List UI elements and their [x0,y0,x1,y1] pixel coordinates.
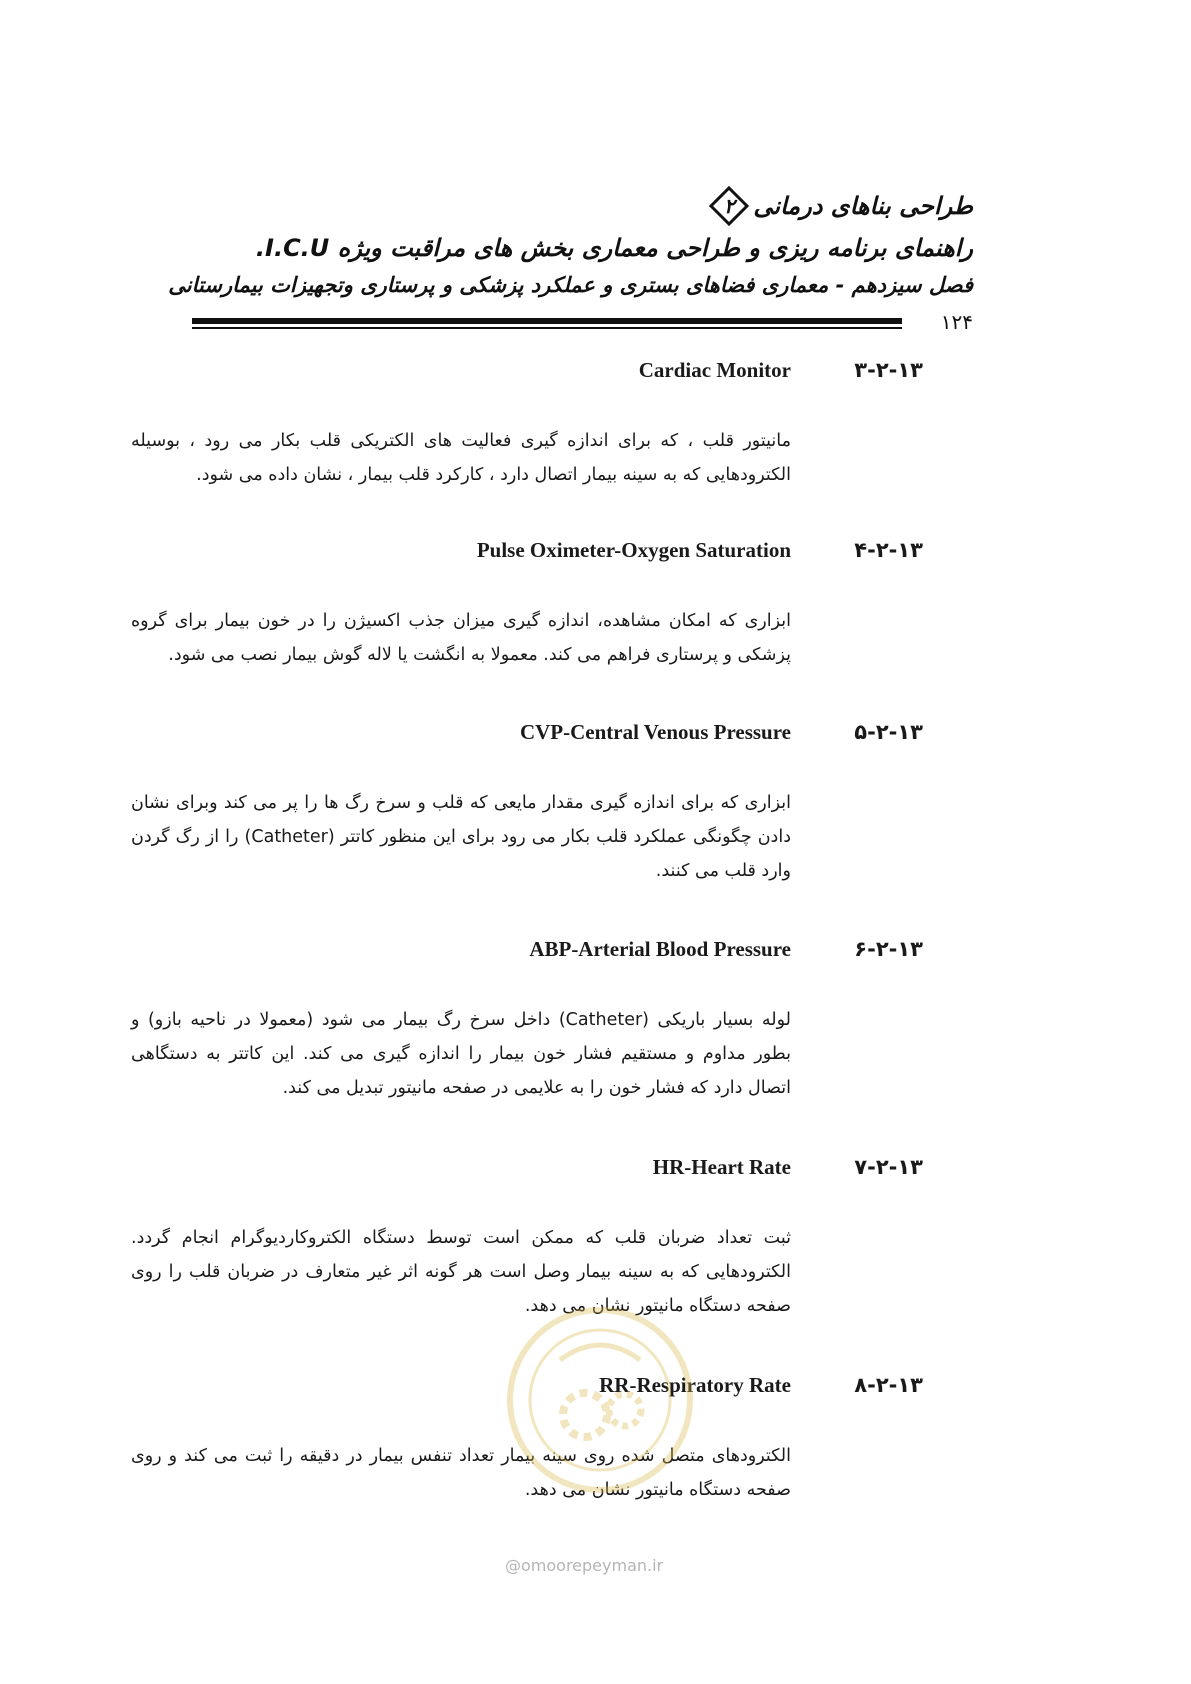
section-number: ۴-۲-۱۳ [854,538,923,562]
section-title: Cardiac Monitor [638,358,791,382]
section-body: ابزاری که امکان مشاهده، اندازه گیری میزان جذب اکسیژن را در خون بیمار برای گروه پزشکی و پرستاری فراهم می کند. معمولا به انگشت یا لاله گوش بیمار نصب می شود. [131,611,791,665]
page-number: ۱۲۴ [940,310,973,334]
chapter-title: فصل سیزدهم - معماری فضاهای بستری و عملکرد پزشکی و پرستاری وتجهیزات بیمارستانی [168,273,973,297]
section-title: ABP-Arterial Blood Pressure [529,937,791,961]
section-title: Pulse Oximeter-Oxygen Saturation [476,538,791,562]
section-title: RR-Respiratory Rate [599,1373,791,1397]
volume-number: ۲ [723,194,735,218]
section-number: ۵-۲-۱۳ [854,720,923,744]
section-title: CVP-Central Venous Pressure [519,720,791,744]
section-body: لوله بسیار باریکی (Catheter) داخل سرخ رگ بیمار می شود (معمولا در ناحیه بازو) و بطور مداوم و مستقیم فشار خون بیمار را اندازه گیری می کند. این کاتتر به دستگاهی اتصال دارد که فشار خون را به علایمی در صفحه مانیتور تبدیل می کند. [131,1010,791,1098]
section-body: مانیتور قلب ، که برای اندازه گیری فعالیت های الکتریکی قلب بکار می رود ، بوسیله الکترودهایی که به سینه بیمار اتصال دارد ، کارکرد قلب بیمار ، نشان داده می شود. [131,431,791,485]
header-rule-thick [192,318,902,324]
book-series-label: طراحی بناهای درمانی [753,192,973,220]
section-body: ابزاری که برای اندازه گیری مقدار مایعی که قلب و سرخ رگ ها را پر می کند وبرای نشان دادن چگونگی عملکرد قلب بکار می رود برای این منظور کاتتر (Catheter) را از رگ گردن وارد قلب می کنند. [131,793,791,881]
watermark-url: @omoorepeyman.ir [505,1556,664,1575]
book-subtitle: راهنمای برنامه ریزی و طراحی معماری بخش های مراقبت ویژه I.C.U. [255,234,973,262]
section-number: ۳-۲-۱۳ [854,358,923,382]
section-title: HR-Heart Rate [652,1155,791,1179]
book-series-title [193,186,973,226]
volume-badge [709,186,749,226]
section-number: ۷-۲-۱۳ [854,1155,923,1179]
section-body: ثبت تعداد ضربان قلب که ممکن است توسط دستگاه الکتروکاردیوگرام انجام گردد. الکترودهایی که به سینه بیمار وصل است هر گونه اثر غیر متعارف در ضربان قلب را روی صفحه دستگاه مانیتور نشان می دهد. [131,1228,791,1316]
section-number: ۸-۲-۱۳ [854,1373,923,1397]
page-header [168,186,973,300]
publisher-seal-icon [500,1300,700,1500]
section-number: ۶-۲-۱۳ [854,937,923,961]
header-rule-thin [192,327,902,329]
section-body: الکترودهای متصل شده روی سینه بیمار تعداد تنفس بیمار در دقیقه را ثبت می کند و روی صفحه دستگاه مانیتور نشان می دهد. [131,1446,791,1500]
